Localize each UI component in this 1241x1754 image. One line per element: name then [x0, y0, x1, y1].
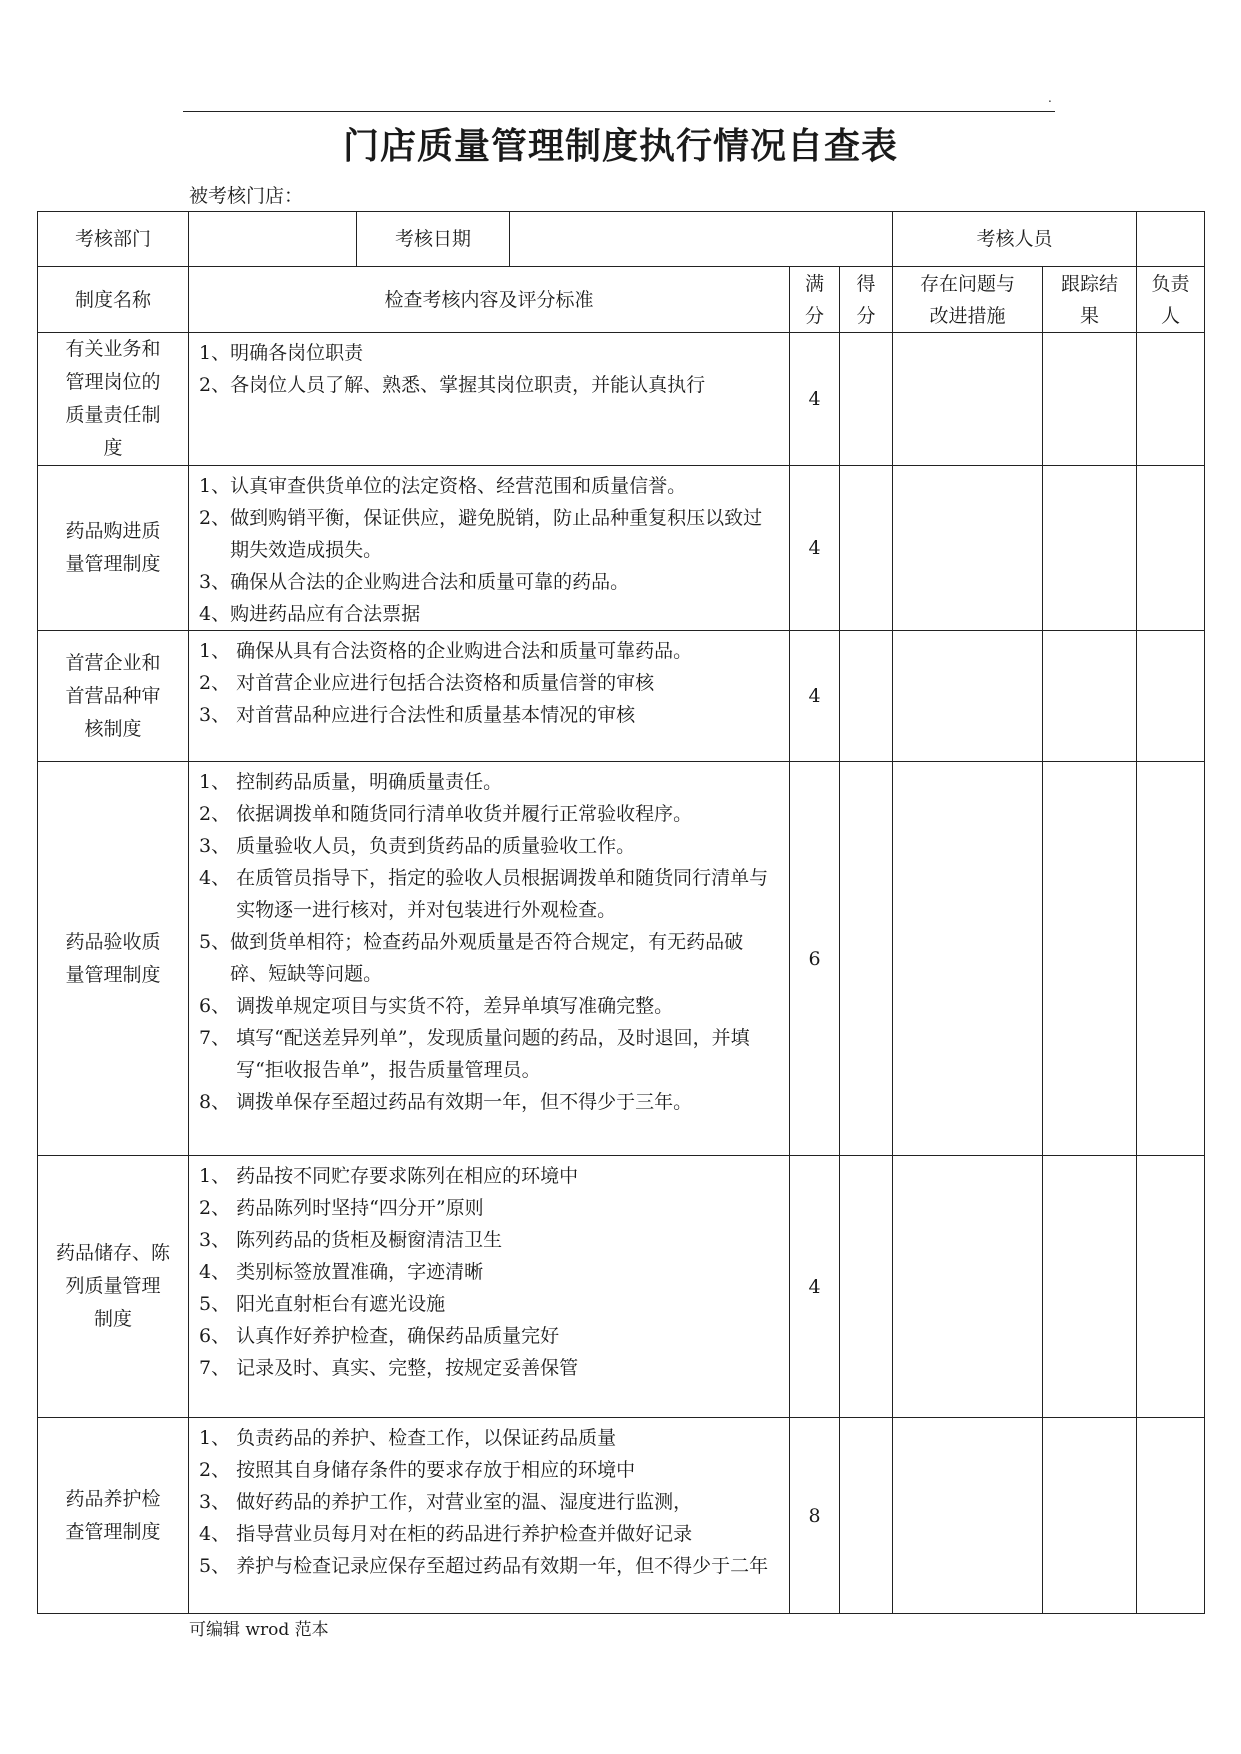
criteria-cell	[189, 762, 790, 1156]
score-field[interactable]	[840, 1418, 893, 1614]
tracking-line-1: 跟踪结	[1061, 272, 1119, 295]
system-name	[38, 1156, 189, 1418]
table-row	[38, 1156, 1205, 1418]
col-header-tracking	[1043, 267, 1137, 333]
criteria-number: 2、	[199, 803, 237, 825]
issues-line-2: 改进措施	[929, 304, 1006, 327]
owner-field[interactable]	[1137, 1418, 1205, 1614]
criteria-item	[199, 1192, 781, 1224]
criteria-text: 在质管员指导下，指定的验收人员根据调拨单和随货同行清单与实物逐一进行核对，并对包装进行外观检查。	[236, 867, 769, 921]
staff-value-field[interactable]	[1137, 212, 1205, 267]
criteria-text: 明确各岗位职责	[230, 342, 364, 364]
criteria-text: 依据调拨单和随货同行清单收货并履行正常验收程序。	[236, 803, 693, 825]
criteria-item	[199, 1550, 781, 1582]
issues-field[interactable]	[893, 631, 1043, 762]
issues-field[interactable]	[893, 1156, 1043, 1418]
criteria-text: 记录及时、真实、完整，按规定妥善保管	[236, 1357, 579, 1379]
criteria-number: 5、	[199, 1555, 237, 1577]
criteria-item	[199, 598, 781, 630]
owner-field[interactable]	[1137, 631, 1205, 762]
criteria-number: 4、	[199, 1523, 237, 1545]
criteria-text: 药品按不同贮存要求陈列在相应的环境中	[236, 1165, 579, 1187]
criteria-item	[199, 635, 781, 667]
criteria-number: 3、	[199, 1229, 237, 1251]
criteria-item	[199, 862, 781, 926]
system-name	[38, 762, 189, 1156]
tracking-field[interactable]	[1043, 762, 1137, 1156]
criteria-number: 1、	[199, 1165, 237, 1187]
criteria-text: 各岗位人员了解、熟悉、掌握其岗位职责，并能认真执行	[230, 374, 706, 396]
criteria-item	[199, 369, 781, 401]
system-name-line: 质量责任制	[65, 404, 161, 426]
owner-line-2: 人	[1161, 304, 1181, 327]
criteria-item	[199, 1288, 781, 1320]
dept-value-field[interactable]	[189, 212, 357, 267]
criteria-text: 调拨单保存至超过药品有效期一年，但不得少于三年。	[236, 1091, 693, 1113]
criteria-number: 2、	[199, 507, 231, 529]
score-field[interactable]	[840, 762, 893, 1156]
criteria-item	[199, 502, 781, 566]
criteria-item	[199, 830, 781, 862]
system-name	[38, 1418, 189, 1614]
full-score-line-2: 分	[804, 304, 824, 327]
system-name-line: 有关业务和	[65, 338, 161, 360]
tracking-field[interactable]	[1043, 631, 1137, 762]
criteria-text: 购进药品应有合法票据	[230, 603, 421, 625]
issues-line-1: 存在问题与	[920, 272, 1016, 295]
issues-field[interactable]	[893, 466, 1043, 631]
criteria-number: 2、	[199, 374, 231, 396]
criteria-number: 1、	[199, 1427, 237, 1449]
date-label: 考核日期	[357, 212, 510, 267]
score-line-1: 得	[856, 272, 876, 295]
criteria-text: 按照其自身储存条件的要求存放于相应的环境中	[236, 1459, 636, 1481]
table-row	[38, 466, 1205, 631]
full-score: 4	[790, 466, 840, 631]
system-name	[38, 631, 189, 762]
criteria-number: 7、	[199, 1027, 237, 1049]
criteria-cell	[189, 1418, 790, 1614]
criteria-text: 做好药品的养护工作，对营业室的温、湿度进行监测，	[236, 1491, 693, 1513]
col-header-name: 制度名称	[38, 267, 189, 333]
table-row	[38, 631, 1205, 762]
score-field[interactable]	[840, 333, 893, 466]
criteria-number: 3、	[199, 1491, 237, 1513]
owner-field[interactable]	[1137, 1156, 1205, 1418]
header-dot: .	[1048, 91, 1052, 105]
system-name-line: 药品验收质	[65, 930, 161, 953]
store-label: 被考核门店：	[189, 185, 304, 207]
criteria-cell	[189, 1156, 790, 1418]
criteria-item	[199, 699, 781, 731]
criteria-item	[199, 926, 781, 990]
col-header-owner	[1137, 267, 1205, 333]
criteria-item	[199, 990, 781, 1022]
criteria-text: 做到购销平衡，保证供应，避免脱销，防止品种重复积压以致过期失效造成损失。	[230, 507, 763, 561]
criteria-number: 1、	[199, 475, 231, 497]
criteria-number: 2、	[199, 1459, 237, 1481]
criteria-text: 认真审查供货单位的法定资格、经营范围和质量信誉。	[230, 475, 687, 497]
score-field[interactable]	[840, 631, 893, 762]
full-score: 6	[790, 762, 840, 1156]
owner-field[interactable]	[1137, 466, 1205, 631]
header-rule	[183, 111, 1055, 112]
criteria-item	[199, 1352, 781, 1384]
criteria-text: 质量验收人员，负责到货药品的质量验收工作。	[236, 835, 636, 857]
criteria-number: 1、	[199, 640, 237, 662]
criteria-item	[199, 1022, 781, 1086]
col-header-content: 检查考核内容及评分标准	[189, 267, 790, 333]
issues-field[interactable]	[893, 762, 1043, 1156]
system-name	[38, 466, 189, 631]
table-row	[38, 1418, 1205, 1614]
col-header-score	[840, 267, 893, 333]
criteria-text: 药品陈列时坚持“四分开”原则	[236, 1197, 484, 1219]
system-name	[38, 333, 189, 466]
criteria-cell	[189, 631, 790, 762]
table-row	[38, 762, 1205, 1156]
full-score-line-1: 满	[804, 272, 824, 295]
tracking-field[interactable]	[1043, 1418, 1137, 1614]
score-line-2: 分	[856, 304, 876, 327]
criteria-text: 确保从合法的企业购进合法和质量可靠的药品。	[230, 571, 630, 593]
criteria-item	[199, 337, 781, 369]
criteria-text: 负责药品的养护、检查工作，以保证药品质量	[236, 1427, 617, 1449]
col-header-issues	[893, 267, 1043, 333]
criteria-number: 4、	[199, 867, 237, 889]
issues-field[interactable]	[893, 1418, 1043, 1614]
criteria-number: 5、	[199, 931, 231, 953]
criteria-item	[199, 766, 781, 798]
criteria-text: 调拨单规定项目与实货不符，差异单填写准确完整。	[236, 995, 674, 1017]
criteria-number: 2、	[199, 672, 237, 694]
criteria-number: 5、	[199, 1293, 237, 1315]
staff-label: 考核人员	[893, 212, 1137, 267]
tracking-line-2: 果	[1080, 304, 1100, 327]
criteria-item	[199, 1160, 781, 1192]
page-title: 门店质量管理制度执行情况自查表	[342, 126, 898, 167]
full-score: 4	[790, 1156, 840, 1418]
criteria-number: 8、	[199, 1091, 237, 1113]
criteria-number: 7、	[199, 1357, 237, 1379]
criteria-cell	[189, 333, 790, 466]
tracking-field[interactable]	[1043, 333, 1137, 466]
system-name-line: 度	[103, 437, 123, 459]
info-row	[38, 212, 1205, 267]
criteria-text: 认真作好养护检查，确保药品质量完好	[236, 1325, 560, 1347]
criteria-text: 做到货单相符；检查药品外观质量是否符合规定，有无药品破碎、短缺等问题。	[230, 931, 744, 985]
criteria-text: 养护与检查记录应保存至超过药品有效期一年，但不得少于二年	[236, 1555, 769, 1577]
score-field[interactable]	[840, 466, 893, 631]
criteria-number: 1、	[199, 342, 231, 364]
col-header-full-score	[790, 267, 840, 333]
full-score: 8	[790, 1418, 840, 1614]
header-row	[38, 267, 1205, 333]
owner-field[interactable]	[1137, 333, 1205, 466]
footer-note: 可编辑 wrod 范本	[189, 1620, 329, 1640]
criteria-item	[199, 667, 781, 699]
criteria-number: 6、	[199, 1325, 237, 1347]
owner-line-1: 负责	[1151, 272, 1190, 295]
criteria-text: 控制药品质量，明确质量责任。	[236, 771, 503, 793]
full-score: 4	[790, 333, 840, 466]
system-name-line: 管理岗位的	[65, 371, 161, 393]
criteria-number: 3、	[199, 571, 231, 593]
system-name-line: 量管理制度	[65, 963, 161, 986]
criteria-number: 1、	[199, 771, 237, 793]
system-name-line: 制度	[93, 1308, 132, 1330]
criteria-item	[199, 1486, 781, 1518]
criteria-item	[199, 1422, 781, 1454]
system-name-line: 首营品种审	[65, 684, 161, 707]
system-name-line: 核制度	[84, 717, 142, 740]
tracking-field[interactable]	[1043, 466, 1137, 631]
criteria-number: 4、	[199, 1261, 237, 1283]
full-score: 4	[790, 631, 840, 762]
criteria-text: 对首营品种应进行合法性和质量基本情况的审核	[236, 704, 636, 726]
inspection-table	[37, 211, 1205, 1614]
system-name-line: 查管理制度	[65, 1520, 161, 1543]
criteria-item	[199, 1518, 781, 1550]
criteria-number: 6、	[199, 995, 237, 1017]
score-field[interactable]	[840, 1156, 893, 1418]
criteria-text: 指导营业员每月对在柜的药品进行养护检查并做好记录	[236, 1523, 693, 1545]
criteria-number: 4、	[199, 603, 231, 625]
system-name-line: 药品养护检	[65, 1487, 161, 1510]
system-name-line: 量管理制度	[65, 553, 161, 575]
criteria-item	[199, 1256, 781, 1288]
system-name-line: 药品购进质	[65, 520, 161, 542]
criteria-number: 3、	[199, 704, 237, 726]
owner-field[interactable]	[1137, 762, 1205, 1156]
criteria-item	[199, 1320, 781, 1352]
criteria-item	[199, 470, 781, 502]
date-value-field[interactable]	[510, 212, 893, 267]
criteria-text: 阳光直射柜台有遮光设施	[236, 1293, 446, 1315]
criteria-text: 对首营企业应进行包括合法资格和质量信誉的审核	[236, 672, 655, 694]
criteria-item	[199, 1224, 781, 1256]
dept-label: 考核部门	[38, 212, 189, 267]
tracking-field[interactable]	[1043, 1156, 1137, 1418]
system-name-line: 药品储存、陈	[55, 1242, 170, 1264]
system-name-line: 列质量管理	[65, 1275, 161, 1297]
criteria-item	[199, 566, 781, 598]
criteria-item	[199, 1454, 781, 1486]
table-row	[38, 333, 1205, 466]
criteria-number: 3、	[199, 835, 237, 857]
issues-field[interactable]	[893, 333, 1043, 466]
criteria-text: 类别标签放置准确，字迹清晰	[236, 1261, 484, 1283]
criteria-cell	[189, 466, 790, 631]
criteria-text: 确保从具有合法资格的企业购进合法和质量可靠药品。	[236, 640, 693, 662]
criteria-item	[199, 1086, 781, 1118]
system-name-line: 首营企业和	[65, 651, 161, 674]
criteria-text: 填写“配送差异列单”，发现质量问题的药品，及时退回，并填写“拒收报告单”，报告质量管理员。	[236, 1027, 750, 1081]
criteria-number: 2、	[199, 1197, 237, 1219]
criteria-item	[199, 798, 781, 830]
criteria-text: 陈列药品的货柜及橱窗清洁卫生	[236, 1229, 503, 1251]
